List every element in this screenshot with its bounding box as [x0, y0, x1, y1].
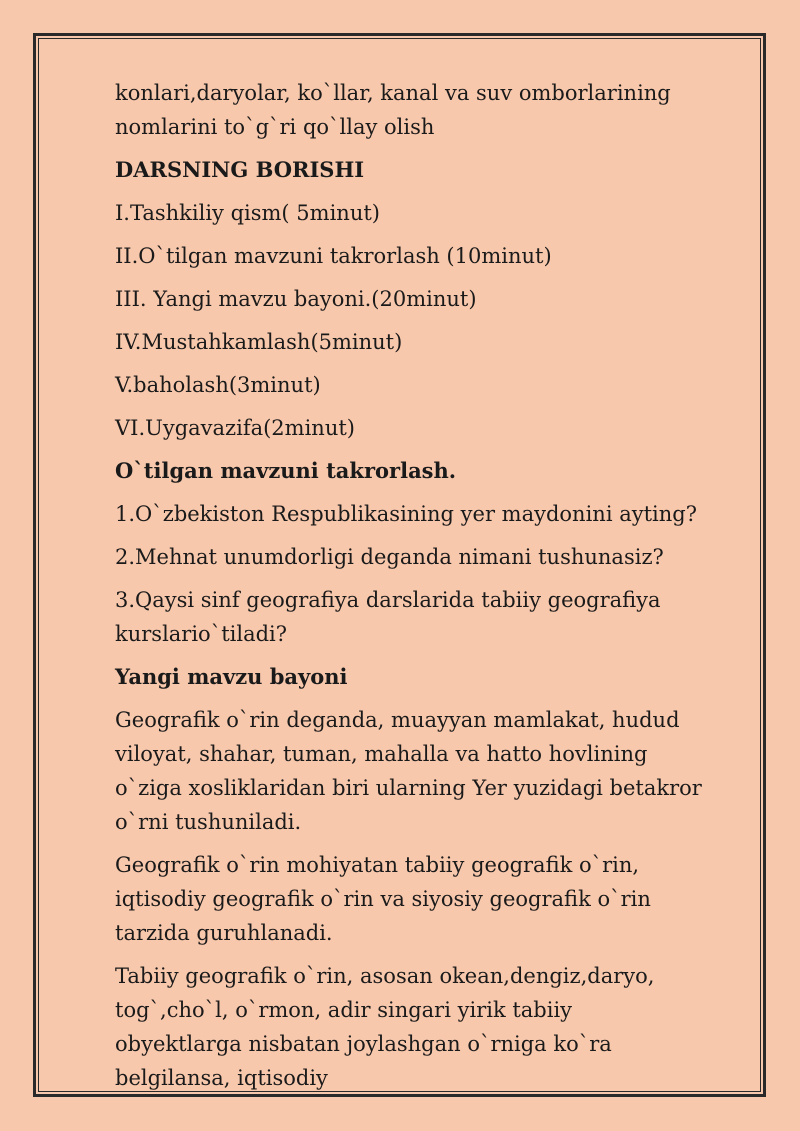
question-item: 3.Qaysi sinf geografiya darslarida tabiiy geografiya kurslario`tiladi? — [115, 588, 661, 646]
intro-text — [115, 76, 730, 144]
body-paragraph: Geografik o`rin mohiyatan tabiiy geografik o`rin, iqtisodiy geografik o`rin va siyosiy geografik o`rin tarzida guruhlanadi. — [115, 853, 651, 945]
intro-line-2: nomlarini to`g`ri qo`llay olish — [115, 115, 435, 139]
body-paragraph: Tabiiy geografik o`rin, asosan okean,dengiz,daryo, tog`,cho`l, o`rmon, adir singari yirik tabiiy obyektlarga nisbatan joylashgan o`rniga ko`ra belgilansa, iqtisodiy — [115, 964, 655, 1090]
stage-item: V.baholash(3minut) — [115, 373, 321, 397]
question-item: 1.O`zbekiston Respublikasining yer maydonini ayting? — [115, 502, 697, 526]
heading-new-topic: Yangi mavzu bayoni — [115, 664, 348, 689]
heading-lesson-flow: DARSNING BORISHI — [115, 157, 365, 182]
document-body — [115, 76, 730, 1104]
question-item: 2.Mehnat unumdorligi deganda nimani tushunasiz? — [115, 545, 664, 569]
body-paragraph: Geografik o`rin deganda, muayyan mamlakat, hudud viloyat, shahar, tuman, mahalla va hatto hovlining o`ziga xosliklaridan biri ularning Yer yuzidagi betakror o`rni tushuniladi. — [115, 708, 702, 834]
stage-item: IV.Mustahkamlash(5minut) — [115, 330, 403, 354]
stage-item: III. Yangi mavzu bayoni.(20minut) — [115, 287, 477, 311]
heading-review: O`tilgan mavzuni takrorlash. — [115, 458, 457, 483]
intro-line-1: konlari,daryolar, ko`llar, kanal va suv omborlarining — [115, 81, 671, 105]
stage-item: I.Tashkiliy qism( 5minut) — [115, 201, 380, 225]
stage-item: VI.Uygavazifa(2minut) — [115, 416, 355, 440]
stage-item: II.O`tilgan mavzuni takrorlash (10minut) — [115, 244, 552, 268]
